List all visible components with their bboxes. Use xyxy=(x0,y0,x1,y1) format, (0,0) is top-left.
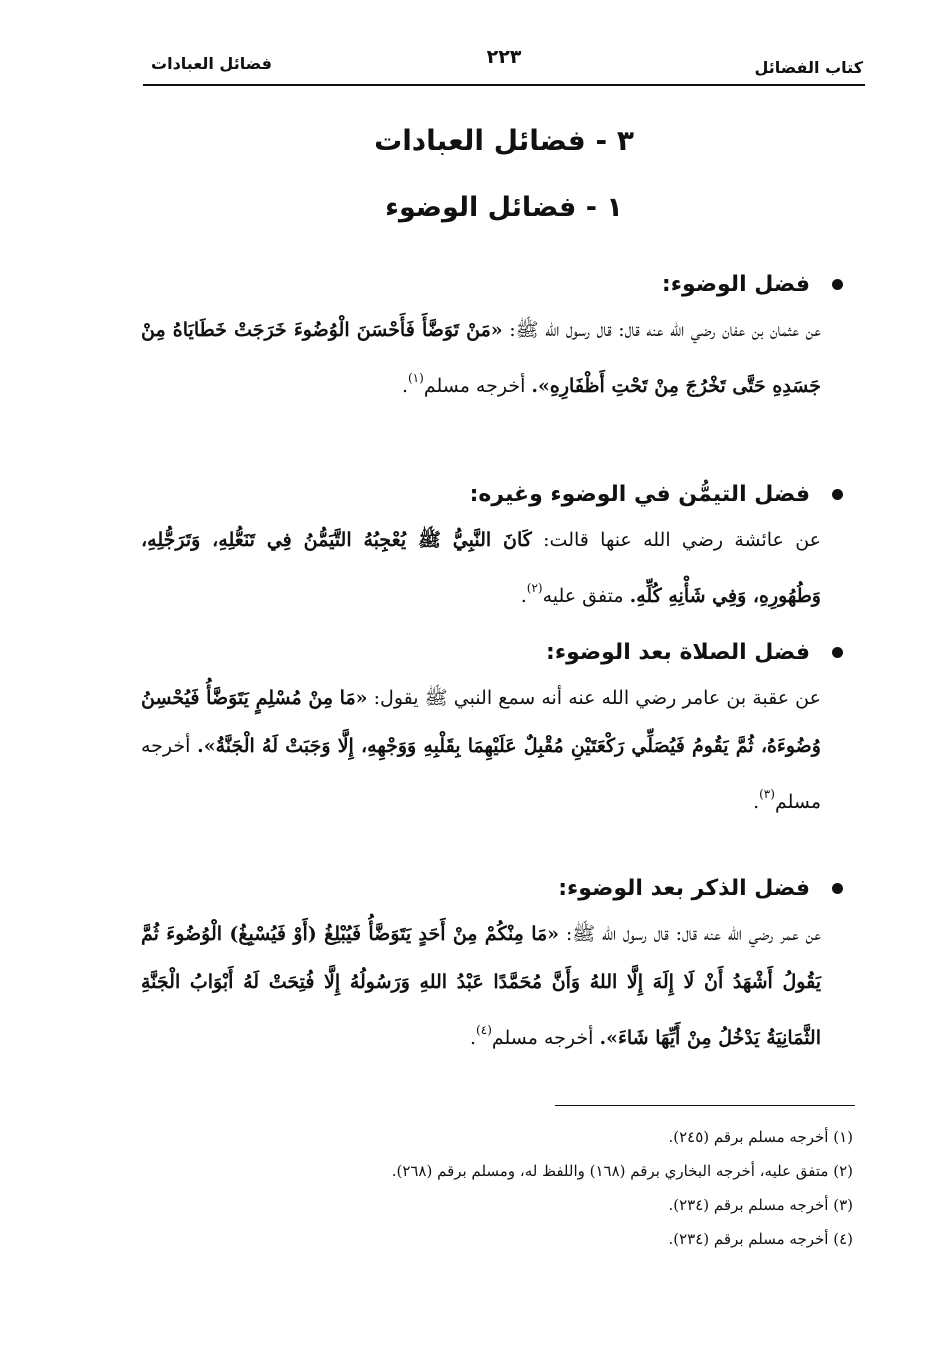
section-title: ١ - فضائل الوضوء xyxy=(385,192,623,223)
narration-intro: عن عائشة رضي الله عنها قالت: xyxy=(543,529,821,551)
book-title: كتاب الفضائل xyxy=(754,58,863,77)
subsection xyxy=(141,630,821,826)
chapter-title: ٣ - فضائل العبادات xyxy=(374,124,634,157)
footnote-marker[interactable]: (٤) xyxy=(476,1023,492,1037)
footnote-divider xyxy=(555,1105,855,1106)
hadith-source: متفق عليه xyxy=(542,585,624,607)
hadith-text: «مَا مِنْ مُسْلِمٍ يَتَوَضَّأُ فَيُحْسِنُ وُضُوءَهُ، ثُمَّ يَقُومُ فَيُصَلِّي رَكْعَتَيْنِ مُقْبِلٌ عَلَيْهِمَا بِقَلْبِهِ وَوَجْهِهِ، إِلَّا وَجَبَتْ لَهُ الْجَنَّةُ». xyxy=(141,687,821,757)
footnote-item: (٢) متفق عليه، أخرجه البخاري برقم (١٦٨) واللفظ له، ومسلم برقم (٢٦٨). xyxy=(391,1162,853,1180)
subsection xyxy=(141,262,821,410)
narration-intro: عن عقبة بن عامر رضي الله عنه أنه سمع النبي ﷺ يقول: xyxy=(373,687,821,709)
subsection-heading-text: فضل الصلاة بعد الوضوء: xyxy=(546,639,810,665)
subsection-heading xyxy=(141,262,821,306)
hadith-text: «مَا مِنْكُمْ مِنْ أَحَدٍ يَتَوَضَّأُ فَيُبْلِغُ (أَوْ فَيُسْبِغُ) الْوُضُوءَ ثُمَّ يَقُولُ أَشْهَدُ أَنْ لَا إِلَهَ إِلَّا اللهُ وَأَنَّ مُحَمَّدًا عَبْدُ اللهِ وَرَسُولُهُ إِلَّا فُتِحَتْ لَهُ أَبْوَابُ الْجَنَّةِ الثَّمَانِيَةُ يَدْخُلُ مِنْ أَيِّهَا شَاءَ». xyxy=(141,923,821,1049)
bullet-icon xyxy=(832,647,843,658)
bullet-icon xyxy=(832,883,843,894)
subsection-paragraph: عن عقبة بن عامر رضي الله عنه أنه سمع النبي ﷺ يقول: «مَا مِنْ مُسْلِمٍ يَتَوَضَّأُ فَيُحْسِنُ وُضُوءَهُ، ثُمَّ يَقُومُ فَيُصَلِّي رَكْعَتَيْنِ مُقْبِلٌ عَلَيْهِمَا بِقَلْبِهِ وَوَجْهِهِ، إِلَّا وَجَبَتْ لَهُ الْجَنَّةُ». أخرجه مسلم$^{(٣)}$. xyxy=(141,687,821,813)
narration-intro: عن عمر رضي الله عنه قال: قال رسول الله ﷺ: xyxy=(565,923,821,945)
subsection-paragraph: عن عائشة رضي الله عنها قالت: كَانَ النَّبِيُّ ﷺ يُعْجِبُهُ التَّيَمُّنُ فِي تَنَعُّلِهِ، وَتَرَجُّلِهِ، وَطُهُورِهِ، وَفِي شَأْنِهِ كُلِّهِ. متفق عليه$^{(٢)}$. xyxy=(141,529,821,607)
hadith-source: أخرجه مسلم xyxy=(491,1027,594,1049)
subsection-heading-text: فضل الوضوء: xyxy=(661,271,810,297)
hadith-text: كَانَ النَّبِيُّ ﷺ يُعْجِبُهُ التَّيَمُّنُ فِي تَنَعُّلِهِ، وَتَرَجُّلِهِ، وَطُهُورِهِ، وَفِي شَأْنِهِ كُلِّهِ. xyxy=(141,529,821,607)
subsection-heading-text: فضل الذكر بعد الوضوء: xyxy=(558,875,810,901)
hadith-source: أخرجه مسلم xyxy=(423,375,526,397)
subsection-paragraph: عن عمر رضي الله عنه قال: قال رسول الله ﷺ: «مَا مِنْكُمْ مِنْ أَحَدٍ يَتَوَضَّأُ فَيُبْلِغُ (أَوْ فَيُسْبِغُ) الْوُضُوءَ ثُمَّ يَقُولُ أَشْهَدُ أَنْ لَا إِلَهَ إِلَّا اللهُ وَأَنَّ مُحَمَّدًا عَبْدُ اللهِ وَرَسُولُهُ إِلَّا فُتِحَتْ لَهُ أَبْوَابُ الْجَنَّةِ الثَّمَانِيَةُ يَدْخُلُ مِنْ أَيِّهَا شَاءَ». أخرجه مسلم$^{(٤)}$. xyxy=(141,923,821,1049)
subsection xyxy=(141,472,821,620)
subsection-paragraph: عن عثمان بن عفان رضي الله عنه قال: قال رسول الله ﷺ: «مَنْ تَوَضَّأَ فَأَحْسَنَ الْوُضُوءَ خَرَجَتْ خَطَايَاهُ مِنْ جَسَدِهِ حَتَّى تَخْرُجَ مِنْ تَحْتِ أَظْفَارِهِ». أخرجه مسلم$^{(١)}$. xyxy=(141,319,822,397)
narration-intro: عن عثمان بن عفان رضي الله عنه قال: قال رسول الله ﷺ: xyxy=(509,319,822,341)
subsection-heading xyxy=(141,472,821,516)
running-header xyxy=(143,44,865,86)
subsection-heading-text: فضل التيمُّن في الوضوء وغيره: xyxy=(469,481,810,507)
bullet-icon xyxy=(832,279,843,290)
page-number: ٢٢٣ xyxy=(486,46,522,68)
footnote-item: (١) أخرجه مسلم برقم (٢٤٥). xyxy=(668,1128,853,1146)
footnote-item: (٤) أخرجه مسلم برقم (٢٣٤). xyxy=(668,1230,853,1248)
hadith-source: أخرجه مسلم xyxy=(141,735,821,813)
footnote-marker[interactable]: (٣) xyxy=(759,787,775,801)
footnote-marker[interactable]: (١) xyxy=(407,371,424,385)
footnote-marker[interactable]: (٢) xyxy=(526,581,543,595)
footnotes-list xyxy=(133,1120,853,1256)
hadith-text: «مَنْ تَوَضَّأَ فَأَحْسَنَ الْوُضُوءَ خَرَجَتْ خَطَايَاهُ مِنْ جَسَدِهِ حَتَّى تَخْرُجَ مِنْ تَحْتِ أَظْفَارِهِ». xyxy=(141,319,821,397)
bullet-icon xyxy=(832,489,843,500)
subsection-heading xyxy=(141,866,821,910)
footnote-item: (٣) أخرجه مسلم برقم (٢٣٤). xyxy=(668,1196,853,1214)
subsection xyxy=(141,866,821,1062)
chapter-short-title: فضائل العبادات xyxy=(151,54,272,73)
subsection-heading xyxy=(141,630,821,674)
